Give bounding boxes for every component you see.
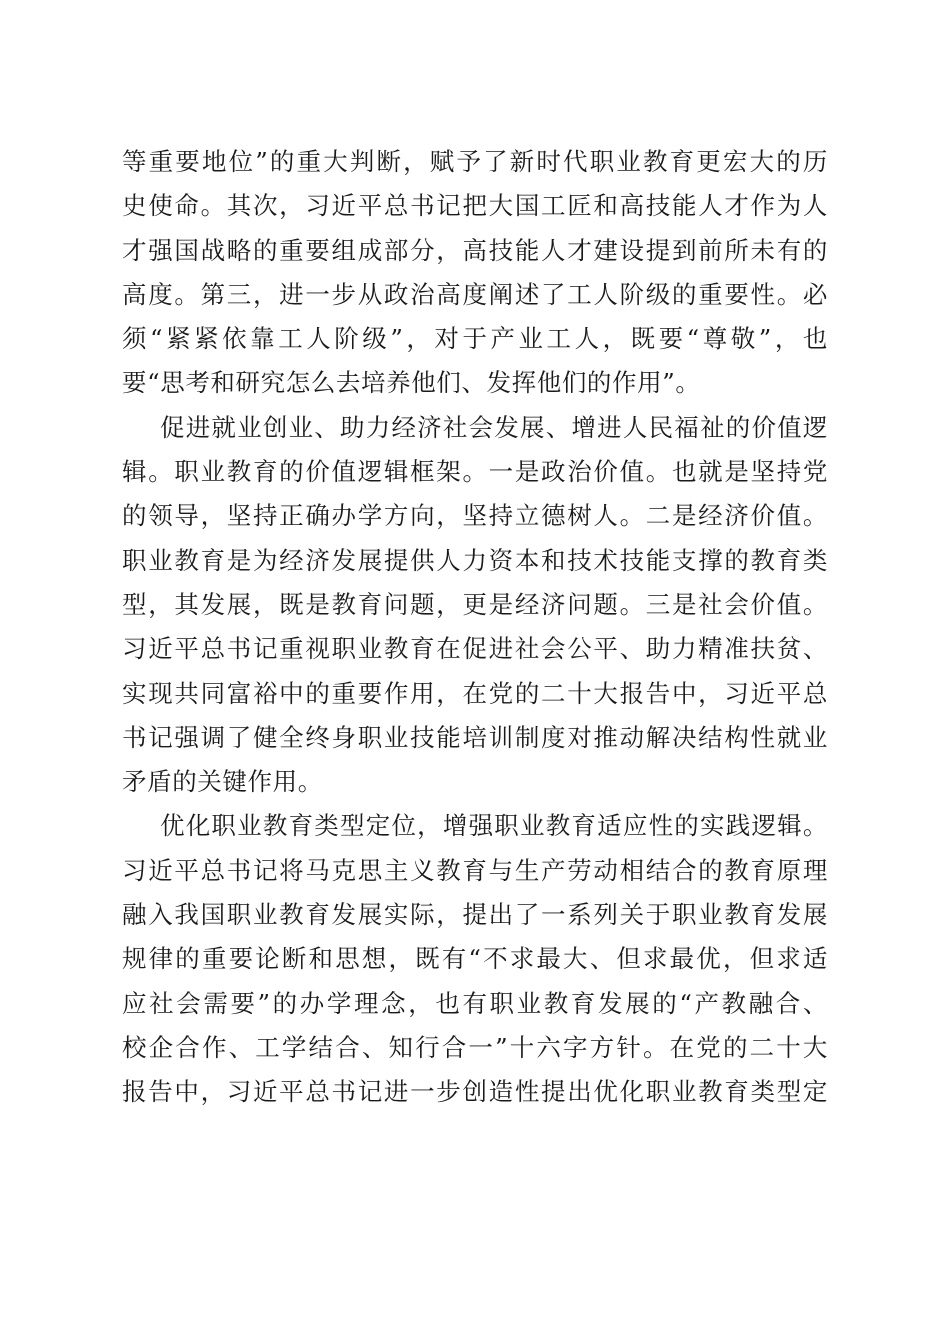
text-line: 书记强调了健全终身职业技能培训制度对推动解决结构性就业 [122,722,828,752]
text-line: 才强国战略的重要组成部分，高技能人才建设提到前所未有的 [122,235,828,265]
text-line: 史使命。其次，习近平总书记把大国工匠和高技能人才作为人 [122,191,828,221]
text-line: 校企合作、工学结合、知行合一”十六字方针。在党的二十大 [122,1032,828,1062]
text-line: 职业教育是为经济发展提供人力资本和技术技能支撑的教育类 [122,545,828,575]
text-line: 等重要地位”的重大判断，赋予了新时代职业教育更宏大的历 [122,147,828,176]
text-line: 习近平总书记重视职业教育在促进社会公平、助力精准扶贫、 [122,634,828,664]
text-line: 报告中，习近平总书记进一步创造性提出优化职业教育类型定 [122,1077,828,1107]
text-line: 要“思考和研究怎么去培养他们、发挥他们的作用”。 [122,368,701,398]
text-line: 型，其发展，既是教育问题，更是经济问题。三是社会价值。 [122,589,828,619]
text-line: 实现共同富裕中的重要作用，在党的二十大报告中，习近平总 [122,678,828,708]
text-line: 矛盾的关键作用。 [122,767,323,797]
text-line: 融入我国职业教育发展实际，提出了一系列关于职业教育发展 [122,900,828,930]
text-line: 应社会需要”的办学理念，也有职业教育发展的“产教融合、 [122,988,828,1018]
text-line: 须“紧紧依靠工人阶级”，对于产业工人，既要“尊敬”，也 [122,324,828,354]
text-line: 优化职业教育类型定位，增强职业教育适应性的实践逻辑。 [160,811,828,841]
text-line: 高度。第三，进一步从政治高度阐述了工人阶级的重要性。必 [122,279,828,309]
paragraph-2 [122,406,828,805]
paragraph-3 [122,804,828,1114]
text-line: 辑。职业教育的价值逻辑框架。一是政治价值。也就是坚持党 [122,457,828,487]
text-line: 规律的重要论断和思想，既有“不求最大、但求最优，但求适 [122,944,828,974]
text-line: 的领导，坚持正确办学方向，坚持立德树人。二是经济价值。 [122,501,828,531]
text-line: 习近平总书记将马克思主义教育与生产劳动相结合的教育原理 [122,855,828,885]
text-line: 促进就业创业、助力经济社会发展、增进人民福祉的价值逻 [160,412,828,442]
paragraph-1 [122,140,828,406]
document-page [122,140,828,1115]
